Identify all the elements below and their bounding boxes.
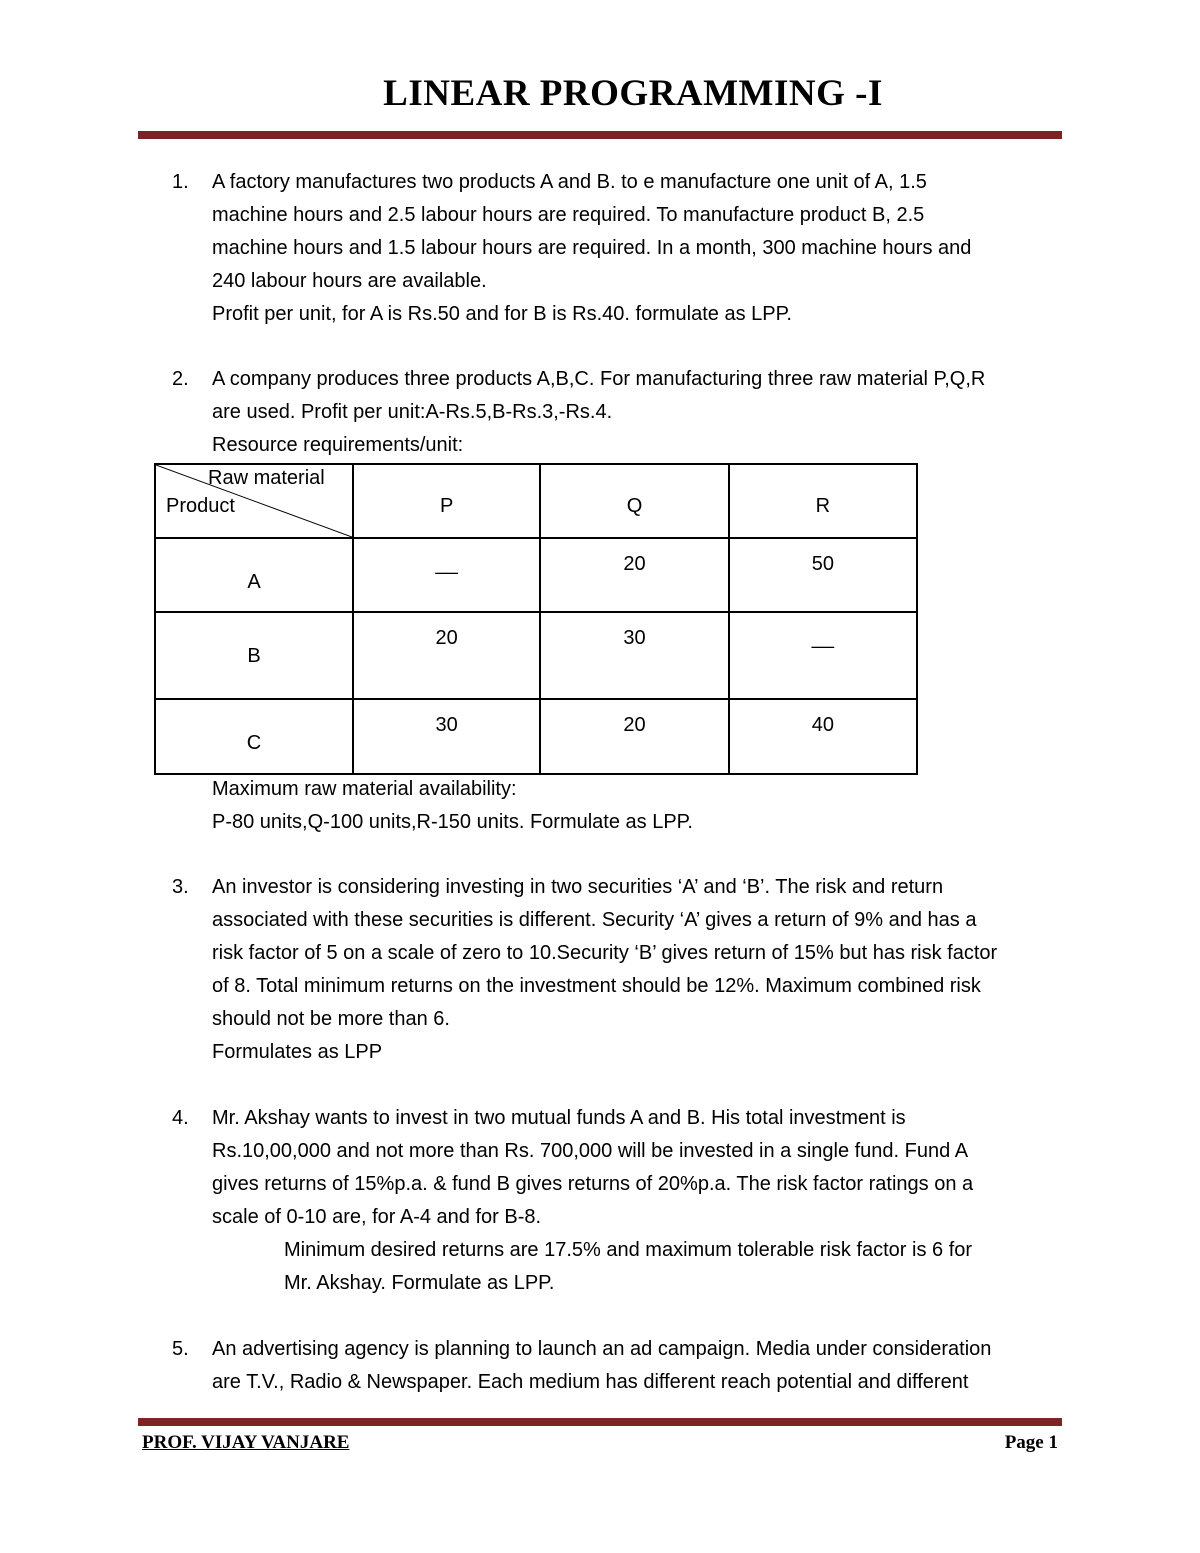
table-cell: __ (353, 538, 540, 612)
question-line: Resource requirements/unit: (212, 434, 464, 456)
question-line: Minimum desired returns are 17.5% and maximum tolerable risk factor is 6 for (284, 1239, 973, 1261)
table-cell: 20 (540, 538, 728, 612)
table-cell: 20 (353, 612, 540, 699)
table-cell: 40 (729, 699, 917, 774)
footer-author: PROF. VIJAY VANJARE (142, 1432, 350, 1453)
question-line: 240 labour hours are available. (212, 270, 487, 292)
table-cell: 30 (353, 699, 540, 774)
question-number: 3. (172, 876, 189, 898)
row-header: C (155, 699, 353, 774)
question-line: machine hours and 1.5 labour hours are required. In a month, 300 machine hours and (212, 237, 972, 259)
table-header-row (155, 464, 917, 538)
column-header: P (353, 464, 540, 538)
table-row (155, 538, 917, 612)
table-cell: 50 (729, 538, 917, 612)
question-line: Maximum raw material availability: (212, 778, 517, 800)
question-4 (172, 1102, 1062, 1300)
question-number: 5. (172, 1338, 189, 1360)
footer-rule (138, 1418, 1062, 1426)
question-2-continued (172, 773, 1062, 839)
column-header: Q (540, 464, 728, 538)
footer-page-number: Page 1 (1004, 1432, 1058, 1453)
question-line: Rs.10,00,000 and not more than Rs. 700,000 will be invested in a single fund. Fund A (212, 1140, 969, 1162)
question-number: 1. (172, 171, 189, 193)
question-line: machine hours and 2.5 labour hours are required. To manufacture product B, 2.5 (212, 204, 925, 226)
corner-label-raw-material: Raw material (208, 467, 325, 489)
question-line: scale of 0-10 are, for A-4 and for B-8. (212, 1206, 542, 1228)
question-line: of 8. Total minimum returns on the investment should be 12%. Maximum combined risk (212, 975, 981, 997)
table-cell: __ (729, 612, 917, 699)
resource-requirements-table (154, 463, 918, 775)
question-line: A factory manufactures two products A and B. to e manufacture one unit of A, 1.5 (212, 171, 927, 193)
corner-label-product: Product (166, 495, 235, 517)
question-line: should not be more than 6. (212, 1008, 450, 1030)
question-line: Mr. Akshay wants to invest in two mutual funds A and B. His total investment is (212, 1107, 906, 1129)
page-title: LINEAR PROGRAMMING -I (383, 73, 883, 114)
question-2 (172, 363, 1062, 462)
table-row (155, 612, 917, 699)
question-line: gives returns of 15%p.a. & fund B gives returns of 20%p.a. The risk factor ratings on a (212, 1173, 974, 1195)
column-header: R (729, 464, 917, 538)
question-1 (172, 166, 1062, 331)
question-line: are used. Profit per unit:A-Rs.5,B-Rs.3,-Rs.4. (212, 401, 613, 423)
header-rule (138, 131, 1062, 139)
question-line: P-80 units,Q-100 units,R-150 units. Formulate as LPP. (212, 811, 693, 833)
question-line: risk factor of 5 on a scale of zero to 10.Security ‘B’ gives return of 15% but has risk factor (212, 942, 998, 964)
table-row (155, 699, 917, 774)
question-line: are T.V., Radio & Newspaper. Each medium has different reach potential and different (212, 1371, 969, 1393)
question-line: An investor is considering investing in two securities ‘A’ and ‘B’. The risk and return (212, 876, 944, 898)
question-number: 4. (172, 1107, 189, 1129)
question-line: Formulates as LPP (212, 1041, 383, 1063)
row-header: B (155, 612, 353, 699)
question-line: An advertising agency is planning to launch an ad campaign. Media under consideration (212, 1338, 992, 1360)
question-line: Profit per unit, for A is Rs.50 and for B is Rs.40. formulate as LPP. (212, 303, 792, 325)
table-corner-cell (155, 464, 353, 538)
question-3 (172, 871, 1062, 1069)
question-number: 2. (172, 368, 189, 390)
question-line: A company produces three products A,B,C. For manufacturing three raw material P,Q,R (212, 368, 986, 390)
question-5 (172, 1333, 1062, 1399)
row-header: A (155, 538, 353, 612)
question-line: associated with these securities is different. Security ‘A’ gives a return of 9% and has a (212, 909, 977, 931)
table-cell: 30 (540, 612, 728, 699)
table-cell: 20 (540, 699, 728, 774)
question-line: Mr. Akshay. Formulate as LPP. (284, 1272, 555, 1294)
